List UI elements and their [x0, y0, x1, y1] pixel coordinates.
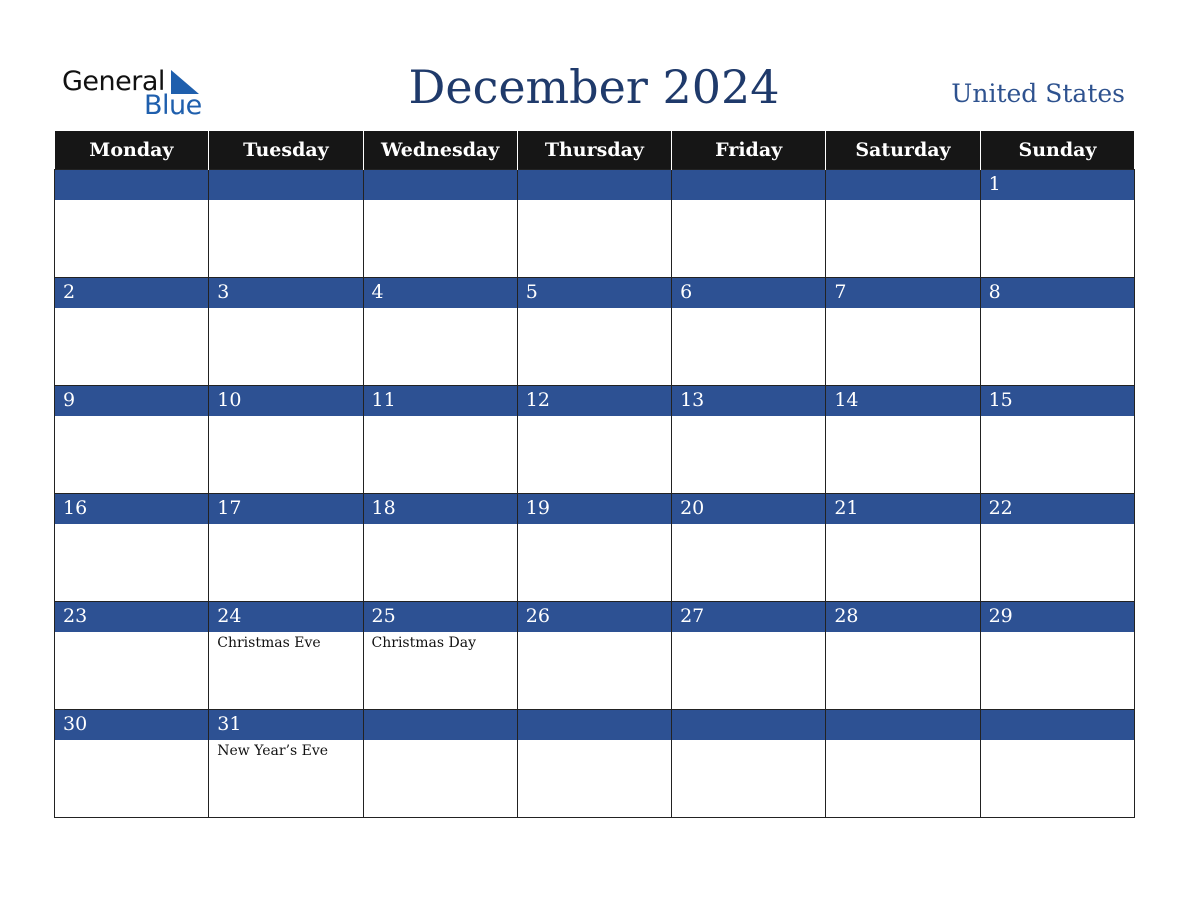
calendar-day-cell — [826, 386, 980, 494]
day-number: 23 — [55, 602, 208, 632]
day-number — [981, 710, 1134, 740]
day-number: 15 — [981, 386, 1134, 416]
calendar-day-cell — [363, 170, 517, 278]
day-number — [518, 710, 671, 740]
calendar-title: December 2024 — [408, 60, 780, 114]
calendar-day-cell — [209, 494, 363, 602]
day-number: 26 — [518, 602, 671, 632]
day-number: 3 — [209, 278, 362, 308]
logo-text-blue: Blue — [144, 90, 202, 121]
calendar-day-cell — [363, 710, 517, 818]
calendar-day-cell — [980, 710, 1134, 818]
calendar-day-cell — [55, 386, 209, 494]
day-number: 30 — [55, 710, 208, 740]
calendar-day-cell — [363, 494, 517, 602]
calendar-day-cell — [826, 278, 980, 386]
day-number: 18 — [364, 494, 517, 524]
calendar-grid — [54, 131, 1135, 818]
day-number: 21 — [826, 494, 979, 524]
day-number — [364, 710, 517, 740]
day-number: 17 — [209, 494, 362, 524]
calendar-day-cell — [517, 386, 671, 494]
day-number: 10 — [209, 386, 362, 416]
calendar-day-cell — [517, 278, 671, 386]
calendar-day-cell — [672, 278, 826, 386]
calendar-day-cell — [826, 710, 980, 818]
day-number: 19 — [518, 494, 671, 524]
calendar-day-cell — [980, 170, 1134, 278]
calendar-day-cell — [517, 710, 671, 818]
calendar-day-cell — [672, 602, 826, 710]
weekday-header: Saturday — [826, 131, 980, 170]
day-number: 20 — [672, 494, 825, 524]
calendar-week-row — [55, 170, 1135, 278]
calendar-day-cell — [672, 170, 826, 278]
country-label: United States — [951, 79, 1125, 108]
calendar-day-cell — [209, 386, 363, 494]
calendar-week-row — [55, 710, 1135, 818]
calendar-day-cell — [826, 170, 980, 278]
day-number: 4 — [364, 278, 517, 308]
day-number: 7 — [826, 278, 979, 308]
holiday-label: New Year’s Eve — [217, 743, 329, 759]
calendar-day-cell — [826, 494, 980, 602]
calendar-week-row — [55, 278, 1135, 386]
day-number: 5 — [518, 278, 671, 308]
day-number: 1 — [981, 170, 1134, 200]
calendar-week-row — [55, 386, 1135, 494]
calendar-day-cell — [517, 170, 671, 278]
day-number: 12 — [518, 386, 671, 416]
calendar-day-cell — [980, 494, 1134, 602]
weekday-header: Monday — [55, 131, 209, 170]
calendar-day-cell — [980, 278, 1134, 386]
day-number: 28 — [826, 602, 979, 632]
calendar-day-cell — [363, 386, 517, 494]
calendar-day-cell — [517, 602, 671, 710]
day-number — [364, 170, 517, 200]
weekday-header: Sunday — [980, 131, 1134, 170]
day-number — [55, 170, 208, 200]
calendar-week-row — [55, 494, 1135, 602]
day-number — [209, 170, 362, 200]
calendar-day-cell — [55, 278, 209, 386]
calendar-day-cell — [980, 386, 1134, 494]
day-number — [826, 170, 979, 200]
calendar-day-cell — [672, 710, 826, 818]
holiday-label: Christmas Eve — [217, 635, 321, 651]
day-number: 29 — [981, 602, 1134, 632]
day-number: 16 — [55, 494, 208, 524]
logo-text-general: General — [62, 66, 165, 97]
calendar-day-cell — [209, 170, 363, 278]
calendar-day-cell — [672, 494, 826, 602]
calendar-day-cell — [517, 494, 671, 602]
day-number: 31 — [209, 710, 362, 740]
day-number: 2 — [55, 278, 208, 308]
calendar-day-cell — [363, 278, 517, 386]
day-number: 25 — [364, 602, 517, 632]
calendar-week-row — [55, 602, 1135, 710]
day-number: 27 — [672, 602, 825, 632]
day-number — [518, 170, 671, 200]
calendar-day-cell — [55, 170, 209, 278]
calendar-day-cell — [209, 602, 363, 710]
day-number: 11 — [364, 386, 517, 416]
day-number: 6 — [672, 278, 825, 308]
weekday-header: Friday — [672, 131, 826, 170]
calendar-day-cell — [980, 602, 1134, 710]
day-number: 24 — [209, 602, 362, 632]
weekday-header-row — [55, 131, 1135, 170]
holiday-label: Christmas Day — [371, 635, 476, 651]
calendar-day-cell — [55, 494, 209, 602]
calendar-day-cell — [826, 602, 980, 710]
calendar-day-cell — [209, 710, 363, 818]
day-number — [826, 710, 979, 740]
day-number: 13 — [672, 386, 825, 416]
calendar-day-cell — [363, 602, 517, 710]
day-number: 14 — [826, 386, 979, 416]
weekday-header: Tuesday — [209, 131, 363, 170]
day-number: 22 — [981, 494, 1134, 524]
day-number — [672, 170, 825, 200]
calendar-day-cell — [55, 710, 209, 818]
calendar-day-cell — [55, 602, 209, 710]
calendar-day-cell — [672, 386, 826, 494]
day-number: 8 — [981, 278, 1134, 308]
weekday-header: Wednesday — [363, 131, 517, 170]
calendar-day-cell — [209, 278, 363, 386]
day-number: 9 — [55, 386, 208, 416]
day-number — [672, 710, 825, 740]
weekday-header: Thursday — [517, 131, 671, 170]
